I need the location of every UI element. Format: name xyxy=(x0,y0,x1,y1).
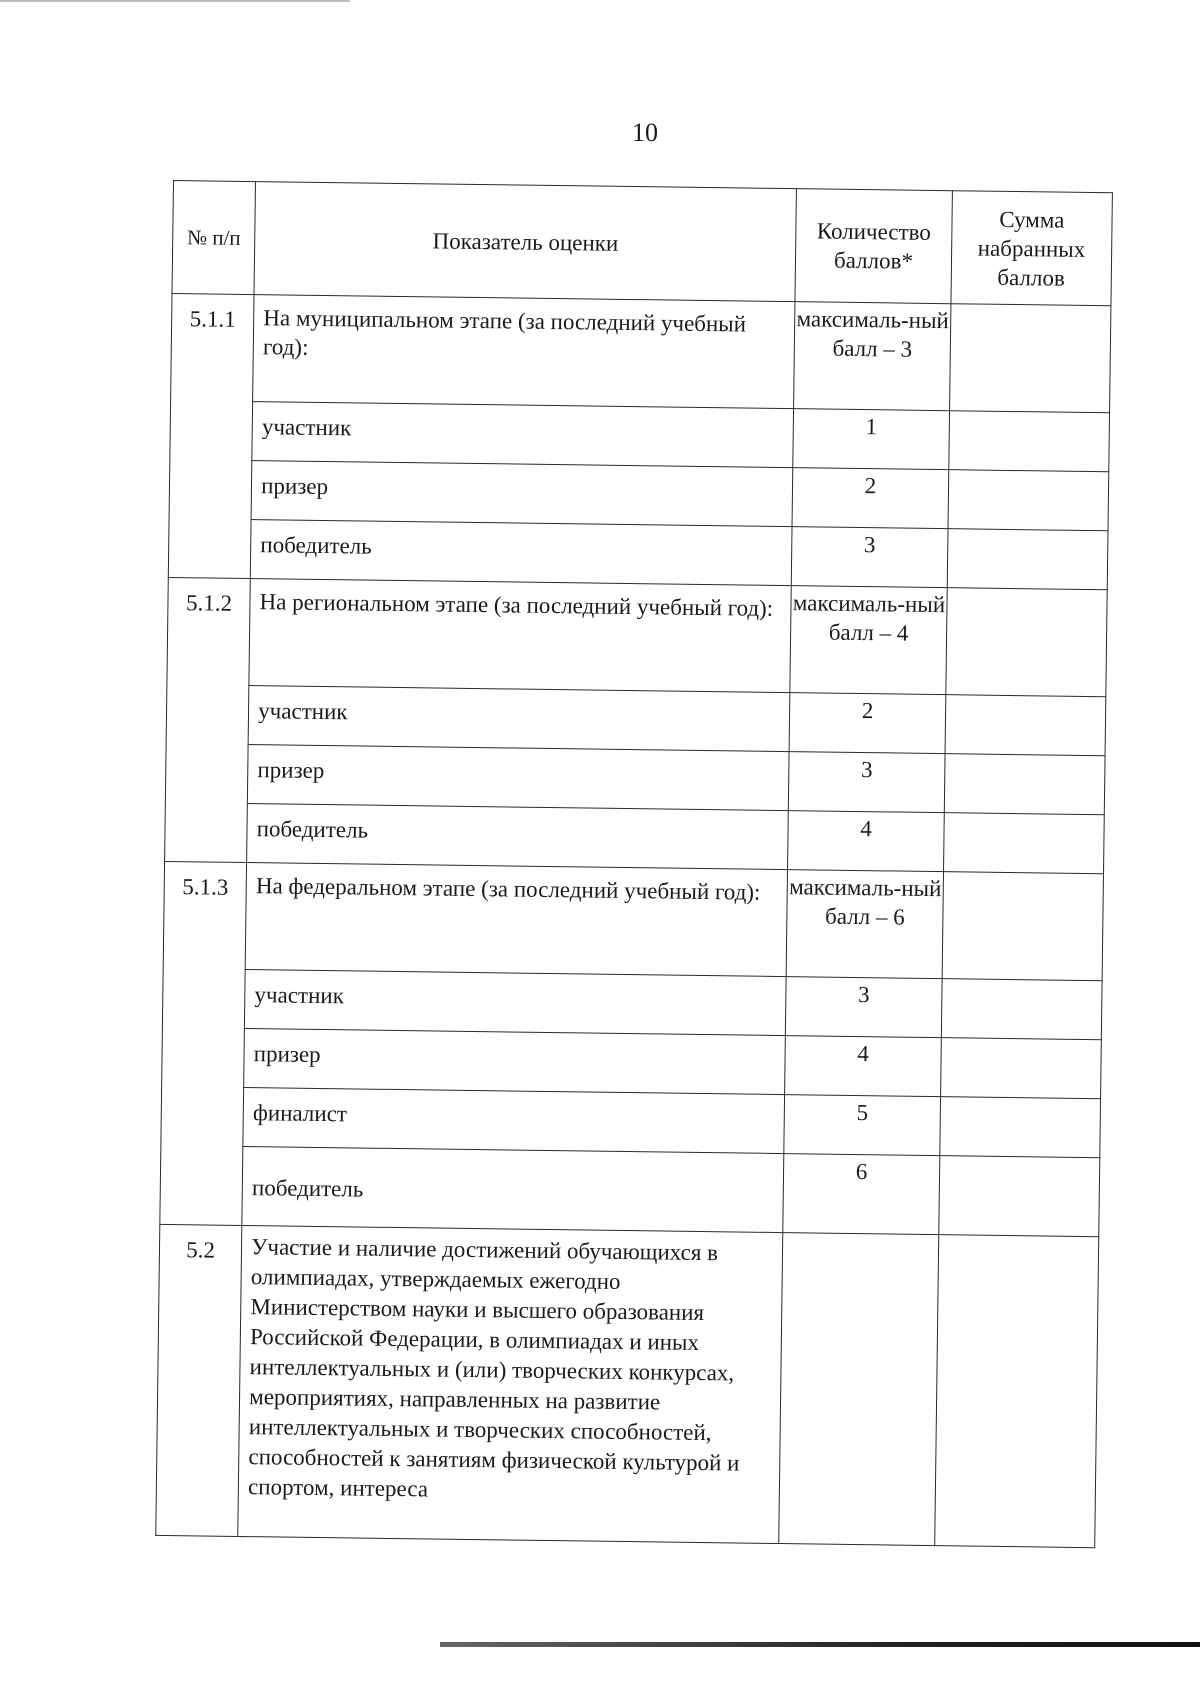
row-number: 5.1.1 xyxy=(168,293,254,578)
sum-cell[interactable] xyxy=(941,979,1102,1040)
indicator-item: победитель xyxy=(247,804,789,870)
header-sum: Сумма набранных баллов xyxy=(951,191,1113,306)
sum-cell[interactable] xyxy=(934,1235,1098,1548)
item-points: 2 xyxy=(792,468,948,529)
indicator-item: победитель xyxy=(250,520,792,586)
scan-edge-top xyxy=(0,0,350,2)
points-cell[interactable] xyxy=(779,1233,938,1546)
indicator-title: На региональном этапе (за последний учебный год): xyxy=(249,579,791,693)
indicator-item: победитель xyxy=(242,1146,784,1232)
row-number: 5.1.2 xyxy=(165,577,251,862)
table-row xyxy=(167,577,1107,696)
table-row xyxy=(156,1224,1099,1547)
item-points: 3 xyxy=(789,752,945,813)
score-table xyxy=(155,180,1113,1548)
table-row xyxy=(163,861,1103,980)
max-points: максималь-ный балл – 6 xyxy=(786,870,943,979)
sum-cell[interactable] xyxy=(943,813,1104,874)
sum-cell[interactable] xyxy=(939,1097,1100,1158)
sum-cell[interactable] xyxy=(942,872,1104,981)
table-row xyxy=(171,293,1111,412)
sum-cell[interactable] xyxy=(945,588,1107,697)
item-points: 4 xyxy=(788,811,944,872)
item-points: 5 xyxy=(784,1095,940,1156)
row-number: 5.2 xyxy=(156,1224,242,1536)
header-points: Количество баллов* xyxy=(795,189,952,304)
indicator-title: На муниципальном этапе (за последний учебный год): xyxy=(253,295,795,409)
score-table-container xyxy=(155,180,1113,1548)
indicator-description: Участие и наличие достижений обучающихся в олимпиадах, утверждаемых ежегодно Министерством науки и высшего образования Российской Федерации, в олимпиадах и иных интеллектуальных и (или) творческих конкурсах, мероприятиях, направленных на развитие интеллектуальных и творческих способностей, способностей к занятиям физической культурой и спортом, интереса xyxy=(238,1225,783,1543)
sum-cell[interactable] xyxy=(949,304,1111,413)
item-points: 3 xyxy=(786,977,942,1038)
indicator-item: призер xyxy=(248,745,790,811)
indicator-item: призер xyxy=(244,1029,786,1095)
item-points: 4 xyxy=(785,1036,941,1097)
indicator-item: финалист xyxy=(243,1088,785,1154)
header-num: № п/п xyxy=(172,181,256,295)
item-points: 6 xyxy=(783,1154,939,1235)
indicator-item: участник xyxy=(248,686,790,752)
item-points: 2 xyxy=(789,693,945,754)
page-number: 10 xyxy=(632,118,658,147)
indicator-item: участник xyxy=(245,970,787,1036)
table-row xyxy=(160,1145,1100,1236)
indicator-title: На федеральном этапе (за последний учебный год): xyxy=(245,863,787,977)
scan-edge-bottom xyxy=(440,1642,1200,1647)
table-header-row xyxy=(172,181,1112,306)
sum-cell[interactable] xyxy=(940,1038,1101,1099)
indicator-item: участник xyxy=(252,402,794,468)
sum-cell[interactable] xyxy=(948,470,1109,531)
indicator-item: призер xyxy=(251,461,793,527)
sum-cell[interactable] xyxy=(948,411,1109,472)
max-points: максималь-ный балл – 3 xyxy=(794,302,951,411)
sum-cell[interactable] xyxy=(945,695,1106,756)
max-points: максималь-ный балл – 4 xyxy=(790,586,947,695)
item-points: 3 xyxy=(792,527,948,588)
header-indicator: Показатель оценки xyxy=(254,182,797,302)
sum-cell[interactable] xyxy=(947,529,1108,590)
sum-cell[interactable] xyxy=(944,754,1105,815)
sum-cell[interactable] xyxy=(938,1156,1099,1237)
row-number: 5.1.3 xyxy=(160,861,247,1225)
item-points: 1 xyxy=(793,409,949,470)
